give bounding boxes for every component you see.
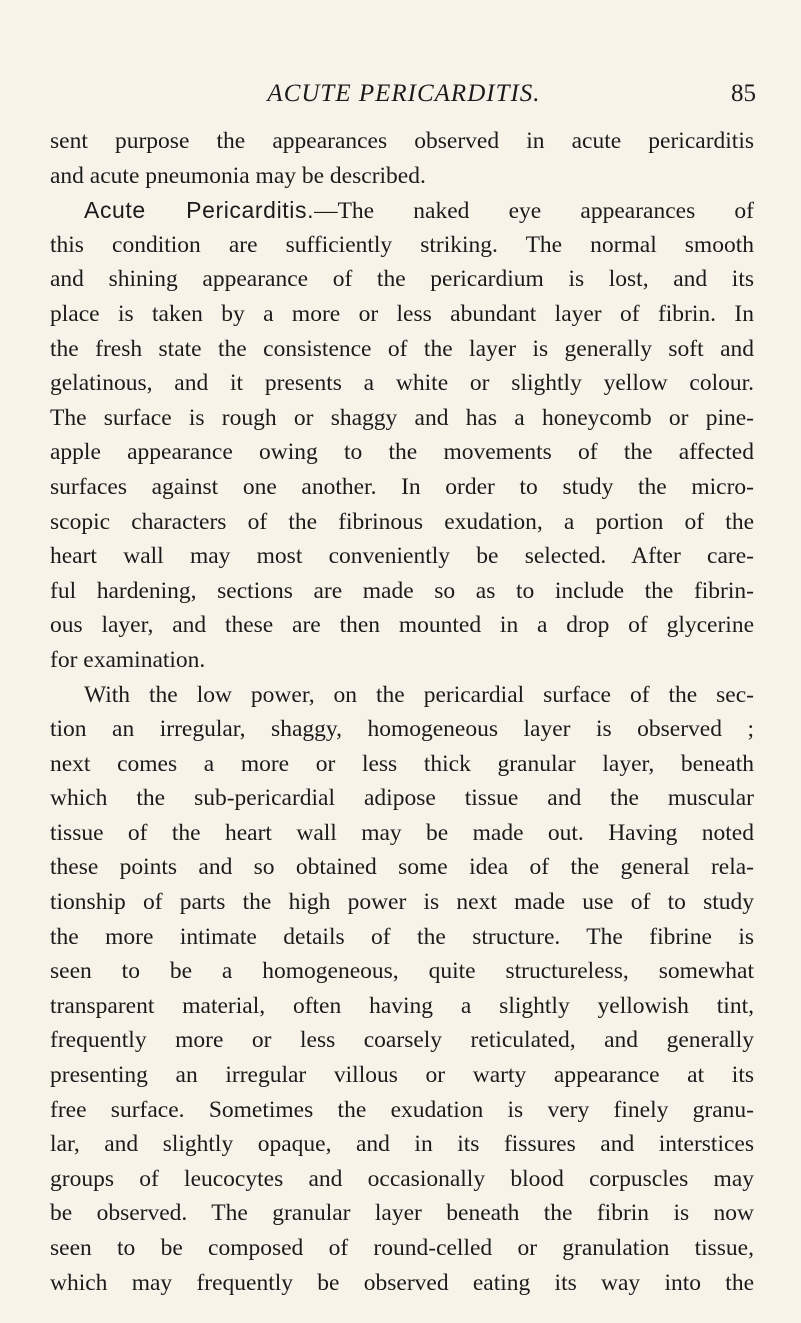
text-line: The surface is rough or shaggy and has a honeycomb or pine- [50,404,754,431]
text-line: tissue of the heart wall may be made out. Having noted [50,819,754,846]
text-line: the fresh state the consistence of the layer is generally soft and [50,335,754,362]
body-text [50,124,754,1300]
text-line: and shining appearance of the pericardium is lost, and its [50,266,754,293]
text-line: ful hardening, sections are made so as to include the fibrin- [50,577,754,604]
text-line: this condition are sufficiently striking. The normal smooth [50,231,754,258]
text-line: these points and so obtained some idea of the general rela- [50,854,754,881]
text-line: frequently more or less coarsely reticulated, and generally [50,1027,754,1054]
running-head [52,74,756,114]
text-line: surfaces against one another. In order to study the micro- [50,473,754,500]
text-line: seen to be composed of round-celled or granulation tissue, [50,1235,754,1261]
text-line: heart wall may most conveniently be selected. After care- [50,543,754,570]
text-line: for examination. [50,646,206,673]
text-line: tionship of parts the high power is next made use of to study [50,889,754,916]
text-line: which may frequently be observed eating its way into the [50,1269,754,1296]
text-line [50,193,754,228]
text-line: and acute pneumonia may be described. [50,162,426,189]
text-line: which the sub-pericardial adipose tissue and the muscular [50,785,754,812]
text-line: ous layer, and these are then mounted in a drop of glycerine [50,612,754,639]
text-line: free surface. Sometimes the exudation is very finely granu- [50,1096,754,1123]
text-line: gelatinous, and it presents a white or slightly yellow colour. [50,370,754,397]
section-heading: Acute Pericarditis. [84,197,315,224]
text-line: scopic characters of the fibrinous exudation, a portion of the [50,508,754,535]
page-number: 85 [731,80,756,107]
text-line: groups of leucocytes and occasionally blood corpuscles may [50,1165,754,1192]
text-line: tion an irregular, shaggy, homogeneous layer is observed ; [50,716,754,743]
text-line: transparent material, often having a slightly yellowish tint, [50,992,754,1019]
text-line: With the low power, on the pericardial surface of the sec- [84,681,754,708]
text-line: seen to be a homogeneous, quite structureless, somewhat [50,958,754,985]
text-line: next comes a more or less thick granular layer, beneath [50,750,754,777]
text-line: presenting an irregular villous or warty appearance at its [50,1062,754,1089]
running-title: ACUTE PERICARDITIS. [267,80,541,107]
text-line: the more intimate details of the structure. The fibrine is [50,923,754,950]
text-run: —The naked eye appearances of [314,198,755,225]
text-line: lar, and slightly opaque, and in its fissures and interstices [50,1131,754,1158]
text-line: sent purpose the appearances observed in acute pericarditis [50,128,754,154]
text-line: apple appearance owing to the movements of the affected [50,439,754,466]
text-line: be observed. The granular layer beneath the fibrin is now [50,1200,754,1227]
text-line: place is taken by a more or less abundant layer of fibrin. In [50,300,754,327]
